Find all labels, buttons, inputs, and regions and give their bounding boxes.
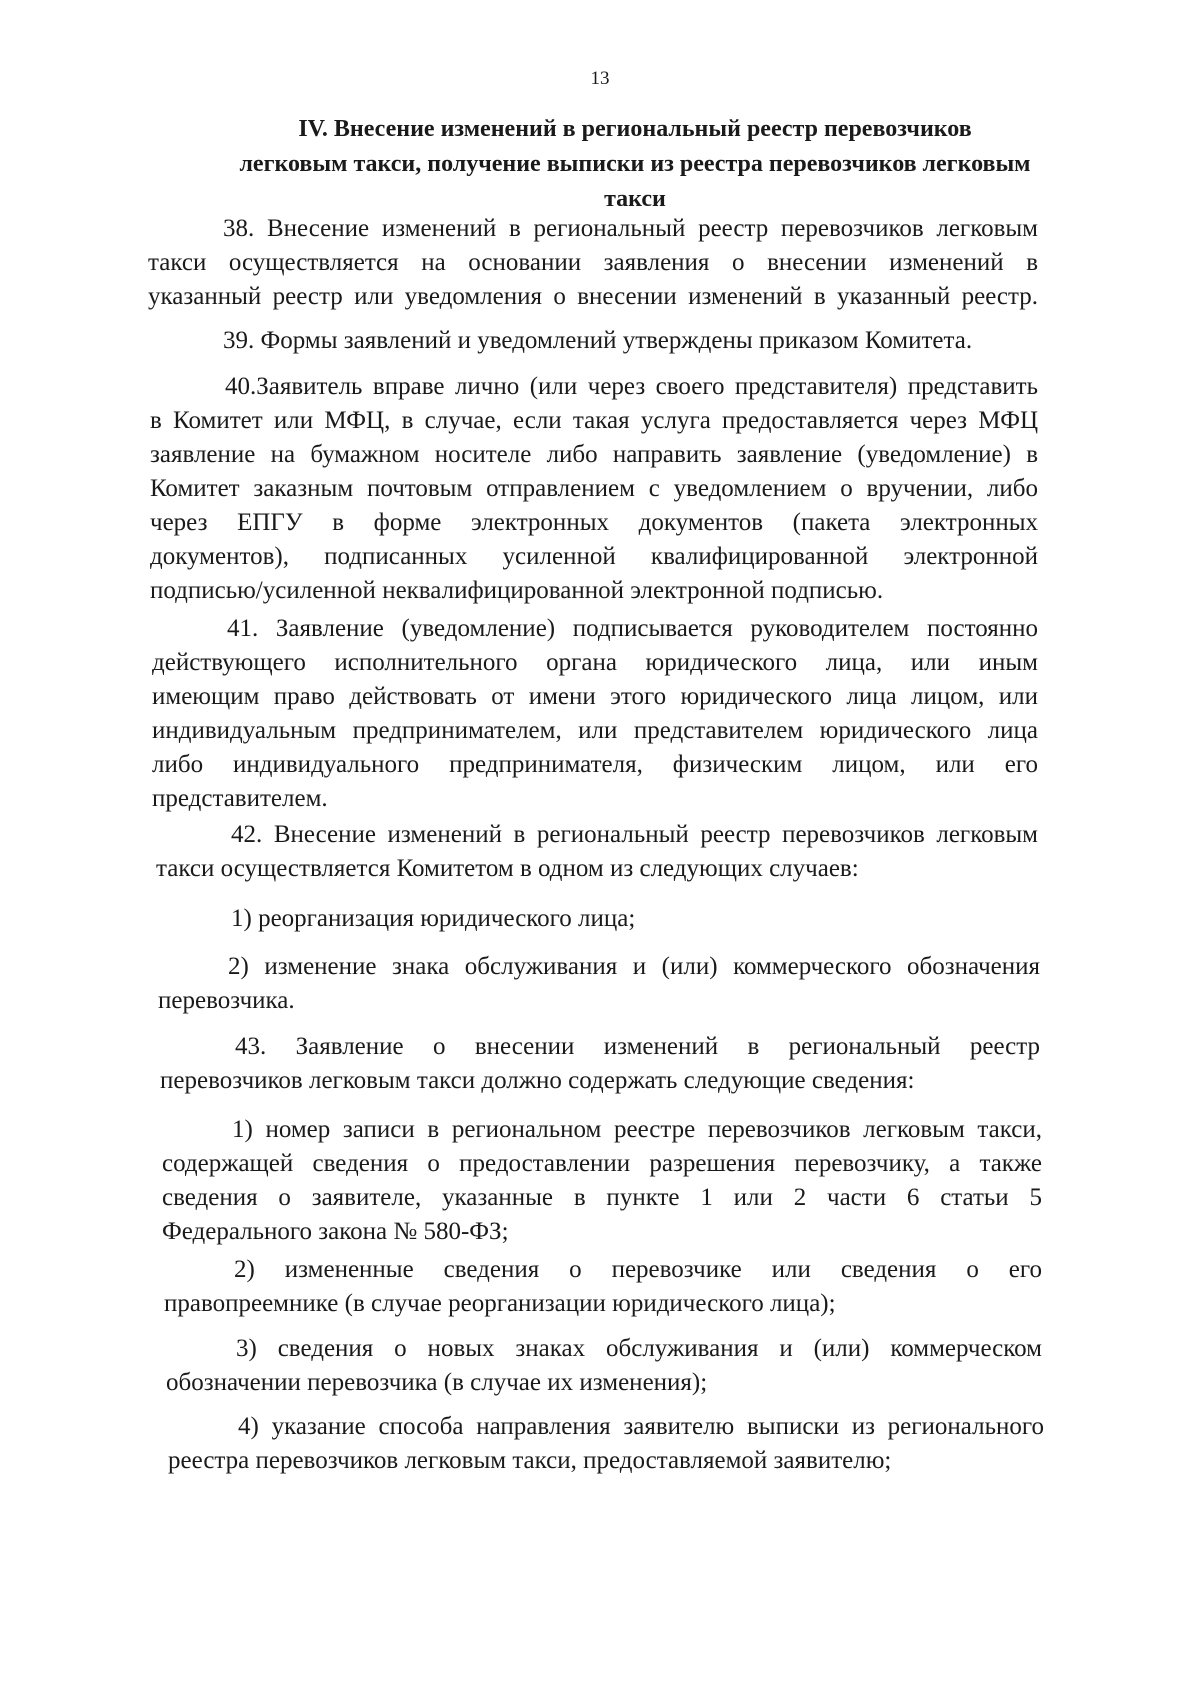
paragraph-line: 1) реорганизация юридического лица; [231, 905, 636, 932]
paragraph-line: действующего исполнительного органа юридического лица, или иным [152, 649, 1038, 676]
paragraph-40 [150, 370, 1038, 608]
paragraph-line: такси осуществляется на основании заявления о внесении изменений в [148, 249, 1038, 276]
paragraph-line: правопреемнике (в случае реорганизации юридического лица); [164, 1290, 836, 1317]
paragraph-39 [148, 324, 1038, 358]
paragraph-line: в Комитет или МФЦ, в случае, если такая услуга предоставляется через МФЦ [150, 407, 1038, 434]
paragraph-line: содержащей сведения о предоставлении разрешения перевозчику, а также [162, 1150, 1042, 1177]
paragraph-38 [148, 212, 1038, 314]
paragraph-line: представителем. [152, 785, 328, 812]
paragraph-43-item-4 [168, 1410, 1044, 1478]
paragraph-line: через ЕПГУ в форме электронных документов (пакета электронных [150, 509, 1038, 536]
paragraph-line: Федерального закона № 580-ФЗ; [162, 1218, 509, 1245]
paragraph-line: такси осуществляется Комитетом в одном из следующих случаев: [156, 855, 859, 882]
section-heading-line: такси [604, 186, 666, 212]
paragraph-43 [160, 1030, 1040, 1098]
paragraph-line: 42. Внесение изменений в региональный реестр перевозчиков легковым [231, 821, 1038, 848]
paragraph-42-item-1 [156, 902, 1038, 936]
paragraph-line: 3) сведения о новых знаках обслуживания и (или) коммерческом [236, 1335, 1042, 1362]
section-heading [170, 112, 1100, 217]
paragraph-line: подписью/усиленной неквалифицированной электронной подписью. [150, 577, 884, 604]
paragraph-43-item-3 [166, 1332, 1042, 1400]
paragraph-line: 43. Заявление о внесении изменений в региональный реестр [235, 1033, 1040, 1060]
paragraph-line: 2) изменение знака обслуживания и (или) коммерческого обозначения [228, 953, 1040, 980]
paragraph-line: Комитет заказным почтовым отправлением с уведомлением о вручении, либо [150, 475, 1038, 502]
paragraph-line: документов), подписанных усиленной квалифицированной электронной [150, 543, 1038, 570]
paragraph-line: заявление на бумажном носителе либо направить заявление (уведомление) в [150, 441, 1038, 468]
section-heading-line: IV. Внесение изменений в региональный реестр перевозчиков [298, 116, 972, 142]
paragraph-line: 2) измененные сведения о перевозчике или сведения о его [234, 1256, 1042, 1283]
section-heading-line: легковым такси, получение выписки из реестра перевозчиков легковым [239, 151, 1031, 177]
paragraph-43-item-2 [164, 1253, 1042, 1321]
paragraph-42-item-2 [158, 950, 1040, 1018]
paragraph-line: обозначении перевозчика (в случае их изменения); [166, 1369, 708, 1396]
paragraph-line: 40.Заявитель вправе лично (или через своего представителя) представить [225, 373, 1038, 400]
paragraph-line: 39. Формы заявлений и уведомлений утверждены приказом Комитета. [223, 327, 973, 354]
paragraph-line: перевозчиков легковым такси должно содержать следующие сведения: [160, 1067, 915, 1094]
paragraph-line: либо индивидуального предпринимателя, физическим лицом, или его [152, 751, 1038, 778]
paragraph-line: перевозчика. [158, 987, 295, 1014]
paragraph-line: индивидуальным предпринимателем, или представителем юридического лица [152, 717, 1038, 744]
paragraph-line: сведения о заявителе, указанные в пункте 1 или 2 части 6 статьи 5 [162, 1184, 1042, 1211]
paragraph-line: 38. Внесение изменений в региональный реестр перевозчиков легковым [223, 215, 1038, 242]
paragraph-line: 1) номер записи в региональном реестре перевозчиков легковым такси, [232, 1116, 1042, 1143]
paragraph-line: 4) указание способа направления заявителю выписки из регионального [238, 1413, 1044, 1440]
paragraph-43-item-1 [162, 1113, 1042, 1249]
paragraph-42 [156, 818, 1038, 886]
page-number: 13 [590, 68, 610, 89]
paragraph-line: имеющим право действовать от имени этого юридического лица лицом, или [152, 683, 1038, 710]
paragraph-line: реестра перевозчиков легковым такси, предоставляемой заявителю; [168, 1447, 892, 1474]
paragraph-line: указанный реестр или уведомления о внесении изменений в указанный реестр. [148, 283, 1038, 310]
paragraph-line: 41. Заявление (уведомление) подписывается руководителем постоянно [227, 615, 1038, 642]
paragraph-41 [152, 612, 1038, 816]
